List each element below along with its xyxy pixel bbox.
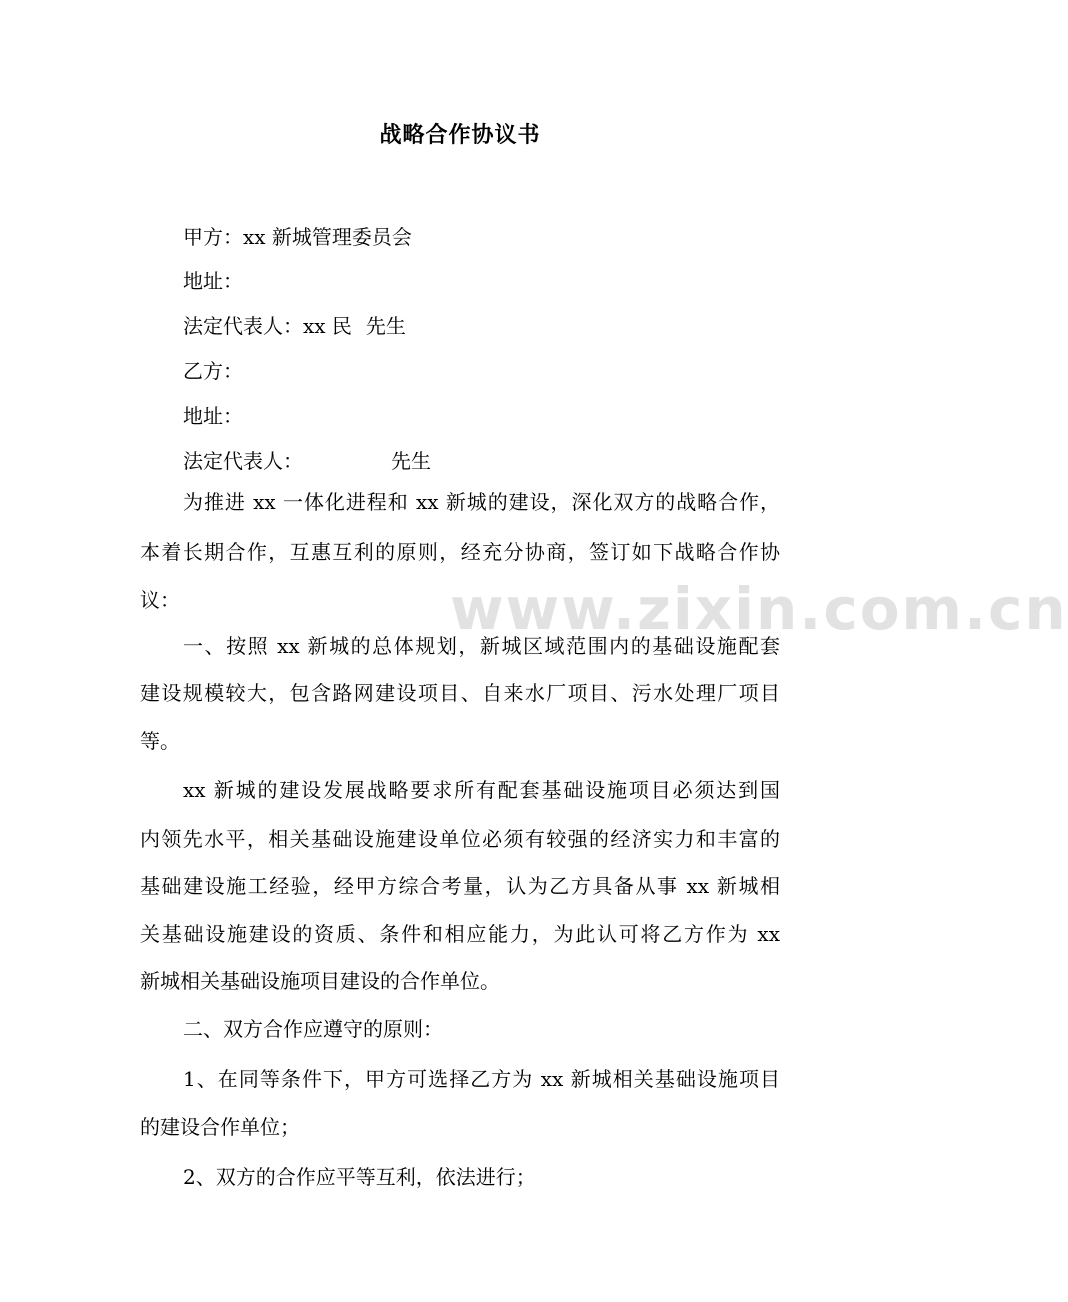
party-a-rep-label: 法定代表人：xx 民 [183, 314, 352, 338]
section1b-line-3: 基础建设施工经验，经甲方综合考量，认为乙方具备从事 xx 新城相 [140, 874, 780, 898]
section2-heading: 二、双方合作应遵守的原则： [183, 1017, 443, 1041]
party-b-rep-suffix: 先生 [391, 449, 431, 473]
clause1-line-1: 1、在同等条件下，甲方可选择乙方为 xx 新城相关基础设施项目 [183, 1067, 780, 1091]
party-a-address: 地址： [183, 269, 243, 293]
party-b-representative [183, 446, 431, 476]
intro-line-1: 为推进 xx 一体化进程和 xx 新城的建设，深化双方的战略合作， [183, 490, 780, 514]
section1a-line-1: 一、按照 xx 新城的总体规划，新城区域范围内的基础设施配套 [183, 634, 780, 658]
party-a-rep-suffix: 先生 [365, 314, 406, 338]
section1b-line-1: xx 新城的建设发展战略要求所有配套基础设施项目必须达到国 [183, 778, 780, 802]
section1a-line-3: 等。 [140, 729, 180, 753]
section1b-line-4: 关基础设施建设的资质、条件和相应能力，为此认可将乙方作为 xx [140, 922, 780, 946]
party-a-name: 甲方：xx 新城管理委员会 [183, 225, 412, 249]
section1b-line-5: 新城相关基础设施项目建设的合作单位。 [140, 969, 500, 993]
party-b-name: 乙方： [183, 359, 243, 383]
intro-line-2: 本着长期合作，互惠互利的原则，经充分协商，签订如下战略合作协 [140, 540, 780, 564]
intro-line-3: 议： [140, 588, 180, 612]
party-a-representative [183, 311, 406, 341]
clause2-line: 2、双方的合作应平等互利，依法进行； [183, 1165, 536, 1189]
section1b-line-2: 内领先水平，相关基础设施建设单位必须有较强的经济实力和丰富的 [140, 827, 780, 851]
document-title: 战略合作协议书 [379, 122, 541, 148]
clause1-line-2: 的建设合作单位； [140, 1115, 300, 1139]
section1a-line-2: 建设规模较大，包含路网建设项目、自来水厂项目、污水处理厂项目 [140, 681, 780, 705]
party-b-address: 地址： [183, 404, 243, 428]
party-b-rep-label: 法定代表人： [183, 449, 303, 473]
watermark: www.zixin.com.cn [450, 575, 1068, 643]
